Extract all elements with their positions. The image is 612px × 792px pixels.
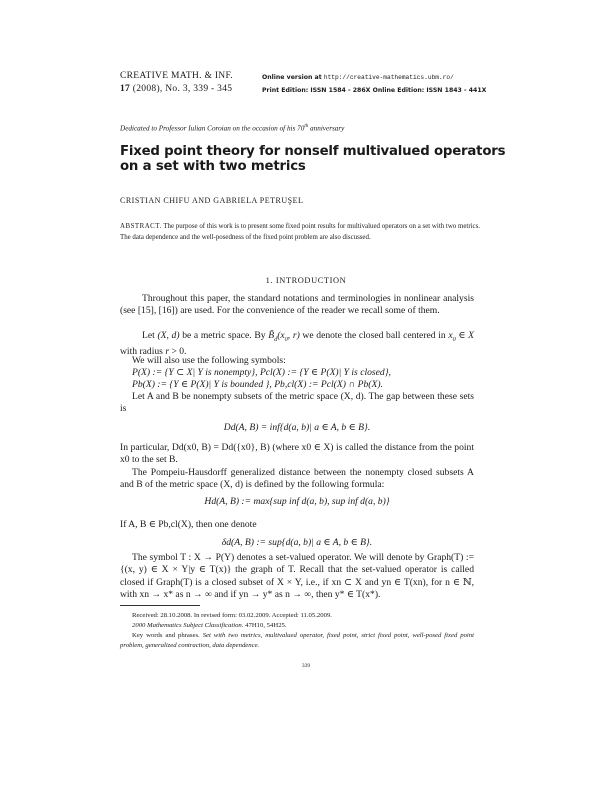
msc-label: 2000 Mathematics Subject Classification. [132, 622, 244, 629]
online-version [262, 71, 486, 84]
section-title: 1. INTRODUCTION [265, 276, 347, 285]
msc-codes: 47H10, 54H25. [243, 622, 287, 629]
msc-classification [120, 621, 474, 631]
page-number: 339 [301, 663, 311, 669]
issue-line: (2008), No. 3, 339 - 345 [130, 84, 233, 94]
paragraph-9: If A, B ∈ Pb,cl(X), then one denote [120, 519, 257, 530]
paragraph-2: Let (X, d) be a metric space. By $B̃_d(x_0$, r) we denote the closed ball centered in $x_0$ ∈ X with radius r > 0. [120, 330, 475, 358]
paragraph-3: We will also use the following symbols: [132, 355, 286, 366]
equation-gap: Dd(A, B) = inf{d(a, b)| a ∈ A, b ∈ B}. [223, 422, 371, 433]
abstract-label: ABSTRACT. [120, 223, 162, 230]
keywords [120, 631, 474, 651]
abstract-text: The purpose of this work is to present some fixed point results for multivalued operators on a set with two metrics. The data dependence and the well-posedness of the fixed point problem are also discussed. [120, 223, 480, 242]
received-dates: Received: 28.10.2008. In revised form: 03.02.2009. Accepted: 11.05.2009. [132, 612, 332, 619]
keywords-label: Key words and phrases. [132, 632, 200, 639]
paragraph-6: Let A and B be nonempty subsets of the metric space (X, d). The gap between these sets is [120, 391, 474, 415]
edition-info [262, 71, 486, 97]
volume-number: 17 [120, 84, 131, 94]
paragraph-1: Throughout this paper, the standard notations and terminologies in nonlinear analysis (see [15], [16]) are used. For the convenience of the reader we recall some of them. [120, 293, 474, 317]
dedication-tail: anniversary [308, 124, 345, 133]
footnote-rule [120, 605, 200, 606]
print-edition: Print Edition: ISSN 1584 - 286X Online Edition: ISSN 1843 - 441X [262, 87, 487, 94]
equation-delta: δd(A, B) := sup{d(a, b)| a ∈ A, b ∈ B}. [221, 537, 373, 548]
equation-hausdorff: Hd(A, B) := max{sup inf d(a, b), sup inf d(a, b)} [204, 496, 390, 507]
journal-name: CREATIVE MATH. & INF. [120, 71, 233, 81]
abstract [120, 221, 480, 244]
dedication [120, 124, 344, 132]
journal-issue [120, 83, 233, 96]
paragraph-7: In particular, Dd(x0, B) = Dd({x0}, B) (where x0 ∈ X) is called the distance from the point x0 to the set B. [120, 442, 474, 466]
symbols-line-1: P(X) := {Y ⊂ X| Y is nonempty}, Pcl(X) := {Y ∈ P(X)| Y is closed}, [132, 367, 391, 378]
symbols-line-2: Pb(X) := {Y ∈ P(X)| Y is bounded }, Pb,cl(X) := Pcl(X) ∩ Pb(X). [132, 379, 383, 390]
keywords-text: Set with two metrics, multivalued operator, fixed point, strict fixed point, well-posed fixed point problem, generalized contraction, data dependence. [120, 632, 474, 649]
paragraph-10: The symbol T : X → P(Y) denotes a set-valued operator. We will denote by Graph(T) := {(x, y) ∈ X × Y|y ∈ T(x)} the graph of T. Recall that the set-valued operator is called closed if Graph(T) is a closed subset of X × Y, i.e., if xn ⊂ X and yn ∈ T(xn), for n ∈ ℕ, with xn → x* as n → ∞ and if yn → y* as n → ∞, then y* ∈ T(x*). [120, 552, 474, 601]
title-line-1: Fixed point theory for nonself multivalued operators [120, 144, 506, 159]
authors: CRISTIAN CHIFU AND GABRIELA PETRUŞEL [120, 196, 304, 205]
paper-title [120, 144, 505, 174]
paragraph-8: The Pompeiu-Hausdorff generalized distance between the nonempty closed subsets A and B of the metric space (X, d) is defined by the following formula: [120, 467, 474, 491]
title-line-2: on a set with two metrics [120, 159, 306, 174]
dedication-text: Dedicated to Professor Iulian Coroian on the occasion of his 70 [120, 124, 305, 133]
online-label: Online version at [262, 74, 324, 81]
online-url[interactable]: http://creative-mathematics.ubm.ro/ [323, 74, 454, 81]
dedication-sup: th [304, 124, 309, 129]
journal-header [120, 70, 233, 96]
